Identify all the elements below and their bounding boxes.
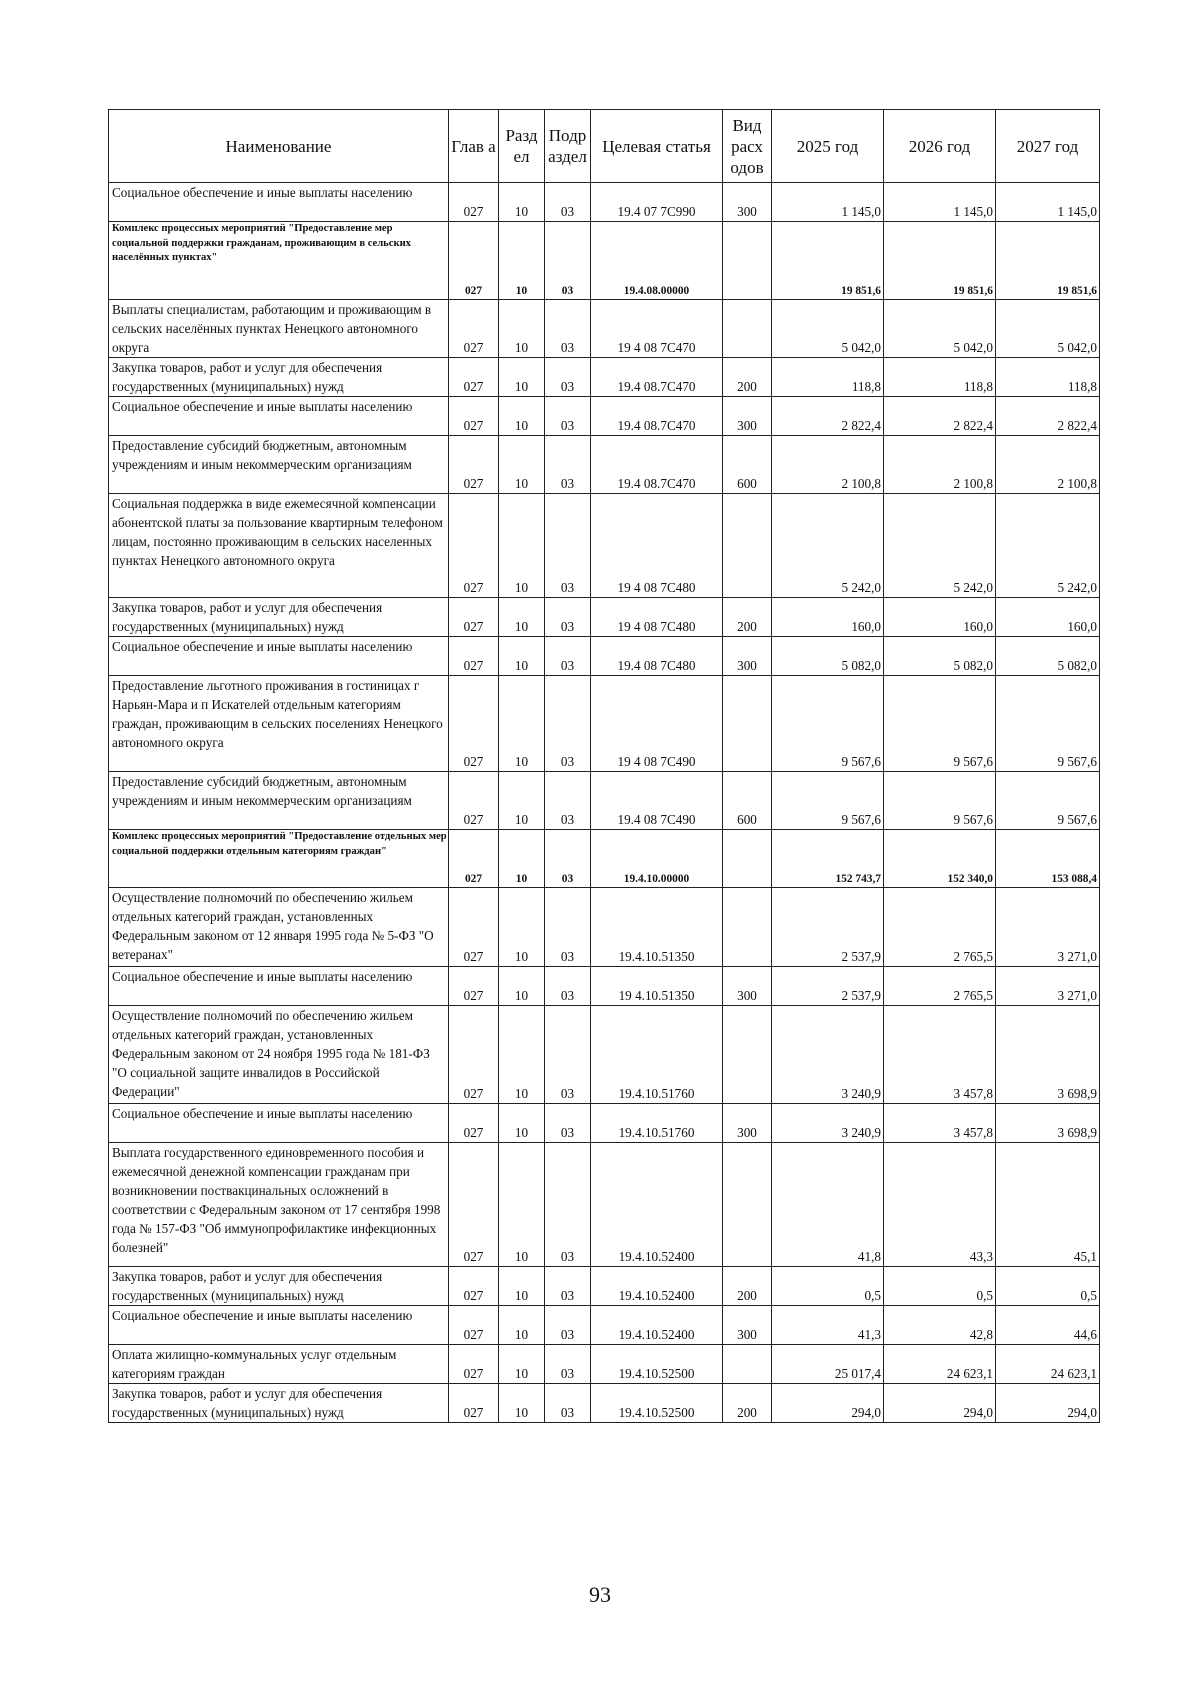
row-name-cell: Закупка товаров, работ и услуг для обеспечения государственных (муниципальных) нужд <box>109 1267 449 1306</box>
row-razdel-cell: 10 <box>499 1006 545 1104</box>
row-podrazdel-cell: 03 <box>545 830 591 888</box>
row-2025-cell: 3 240,9 <box>772 1006 884 1104</box>
row-expense-type-cell: 300 <box>723 183 772 222</box>
row-2026-cell: 5 242,0 <box>884 494 996 598</box>
header-year-2026: 2026 год <box>884 110 996 183</box>
row-expense-type-cell <box>723 1345 772 1384</box>
row-target-article-cell: 19.4.10.51760 <box>591 1006 723 1104</box>
row-2027-cell: 118,8 <box>996 358 1100 397</box>
row-2026-cell: 0,5 <box>884 1267 996 1306</box>
row-expense-type-cell: 200 <box>723 598 772 637</box>
row-razdel-cell: 10 <box>499 300 545 358</box>
header-glava: Глав а <box>449 110 499 183</box>
row-razdel-cell: 10 <box>499 830 545 888</box>
page-number: 93 <box>589 1582 611 1607</box>
table-row <box>109 888 1100 967</box>
row-2026-cell: 1 145,0 <box>884 183 996 222</box>
row-name-cell: Выплата государственного единовременного пособия и ежемесячной денежной компенсации гражданам при возникновении поствакцинальных осложнений в соответствии с Федеральным законом от 17 сентября 1998 года № 157-ФЗ "Об иммунопрофилактике инфекционных болезней" <box>109 1143 449 1267</box>
row-target-article-cell: 19.4 08.7С470 <box>591 358 723 397</box>
row-glava-cell: 027 <box>449 397 499 436</box>
row-name-cell: Социальное обеспечение и иные выплаты населению <box>109 967 449 1006</box>
row-razdel-cell: 10 <box>499 436 545 494</box>
row-2026-cell: 5 042,0 <box>884 300 996 358</box>
row-2025-cell: 5 242,0 <box>772 494 884 598</box>
row-2027-cell: 160,0 <box>996 598 1100 637</box>
row-glava-cell: 027 <box>449 1384 499 1423</box>
row-2026-cell: 118,8 <box>884 358 996 397</box>
row-glava-cell: 027 <box>449 598 499 637</box>
row-2027-cell: 3 271,0 <box>996 888 1100 967</box>
row-target-article-cell: 19.4 07 7С990 <box>591 183 723 222</box>
row-glava-cell: 027 <box>449 1143 499 1267</box>
table-row <box>109 1384 1100 1423</box>
row-2025-cell: 41,3 <box>772 1306 884 1345</box>
table-row <box>109 830 1100 888</box>
row-razdel-cell: 10 <box>499 1306 545 1345</box>
row-podrazdel-cell: 03 <box>545 772 591 830</box>
table-row <box>109 1143 1100 1267</box>
row-name-cell: Закупка товаров, работ и услуг для обеспечения государственных (муниципальных) нужд <box>109 598 449 637</box>
row-2025-cell: 2 100,8 <box>772 436 884 494</box>
table-row <box>109 300 1100 358</box>
row-expense-type-cell: 600 <box>723 772 772 830</box>
row-name-cell: Выплаты специалистам, работающим и проживающим в сельских населённых пунктах Ненецкого автономного округа <box>109 300 449 358</box>
row-2025-cell: 118,8 <box>772 358 884 397</box>
table-row <box>109 1267 1100 1306</box>
row-target-article-cell: 19.4 08 7С480 <box>591 637 723 676</box>
row-2026-cell: 9 567,6 <box>884 772 996 830</box>
table-row <box>109 1306 1100 1345</box>
row-target-article-cell: 19.4 08.7С470 <box>591 436 723 494</box>
row-glava-cell: 027 <box>449 772 499 830</box>
row-name-cell: Социальное обеспечение и иные выплаты населению <box>109 183 449 222</box>
row-2027-cell: 5 082,0 <box>996 637 1100 676</box>
header-podrazdel: Подр аздел <box>545 110 591 183</box>
row-2027-cell: 44,6 <box>996 1306 1100 1345</box>
header-razdel: Разд ел <box>499 110 545 183</box>
row-expense-type-cell: 300 <box>723 397 772 436</box>
row-glava-cell: 027 <box>449 436 499 494</box>
row-2025-cell: 5 042,0 <box>772 300 884 358</box>
table-header-row <box>109 110 1100 183</box>
row-glava-cell: 027 <box>449 494 499 598</box>
row-podrazdel-cell: 03 <box>545 598 591 637</box>
row-2025-cell: 25 017,4 <box>772 1345 884 1384</box>
row-glava-cell: 027 <box>449 1104 499 1143</box>
row-2026-cell: 294,0 <box>884 1384 996 1423</box>
header-expense-type: Вид расх одов <box>723 110 772 183</box>
row-name-cell: Социальное обеспечение и иные выплаты населению <box>109 1104 449 1143</box>
row-expense-type-cell <box>723 830 772 888</box>
row-target-article-cell: 19.4.08.00000 <box>591 222 723 300</box>
row-glava-cell: 027 <box>449 967 499 1006</box>
row-name-cell: Оплата жилищно-коммунальных услуг отдельным категориям граждан <box>109 1345 449 1384</box>
table-row <box>109 436 1100 494</box>
row-2025-cell: 152 743,7 <box>772 830 884 888</box>
table-row <box>109 1104 1100 1143</box>
row-glava-cell: 027 <box>449 1267 499 1306</box>
row-razdel-cell: 10 <box>499 888 545 967</box>
row-2027-cell: 0,5 <box>996 1267 1100 1306</box>
row-glava-cell: 027 <box>449 222 499 300</box>
row-2027-cell: 153 088,4 <box>996 830 1100 888</box>
row-expense-type-cell <box>723 494 772 598</box>
row-podrazdel-cell: 03 <box>545 222 591 300</box>
row-name-cell: Социальное обеспечение и иные выплаты населению <box>109 637 449 676</box>
row-podrazdel-cell: 03 <box>545 183 591 222</box>
row-2027-cell: 3 698,9 <box>996 1006 1100 1104</box>
row-name-cell: Комплекс процессных мероприятий "Предоставление мер социальной поддержки гражданам, проживающим в сельских населённых пунктах" <box>109 222 449 300</box>
row-name-cell: Социальное обеспечение и иные выплаты населению <box>109 1306 449 1345</box>
row-expense-type-cell: 600 <box>723 436 772 494</box>
row-2025-cell: 2 537,9 <box>772 888 884 967</box>
row-razdel-cell: 10 <box>499 1345 545 1384</box>
row-podrazdel-cell: 03 <box>545 967 591 1006</box>
table-row <box>109 358 1100 397</box>
row-target-article-cell: 19.4.10.52500 <box>591 1345 723 1384</box>
row-razdel-cell: 10 <box>499 1384 545 1423</box>
row-razdel-cell: 10 <box>499 358 545 397</box>
row-2026-cell: 152 340,0 <box>884 830 996 888</box>
row-target-article-cell: 19 4.10.51350 <box>591 967 723 1006</box>
row-podrazdel-cell: 03 <box>545 1104 591 1143</box>
row-razdel-cell: 10 <box>499 598 545 637</box>
row-2025-cell: 0,5 <box>772 1267 884 1306</box>
row-podrazdel-cell: 03 <box>545 676 591 772</box>
row-glava-cell: 027 <box>449 1345 499 1384</box>
table-row <box>109 967 1100 1006</box>
row-2026-cell: 2 822,4 <box>884 397 996 436</box>
row-target-article-cell: 19.4.10.51760 <box>591 1104 723 1143</box>
row-2026-cell: 42,8 <box>884 1306 996 1345</box>
row-razdel-cell: 10 <box>499 772 545 830</box>
row-2026-cell: 3 457,8 <box>884 1006 996 1104</box>
row-2026-cell: 160,0 <box>884 598 996 637</box>
row-expense-type-cell <box>723 888 772 967</box>
header-target-article: Целевая статья <box>591 110 723 183</box>
row-2027-cell: 24 623,1 <box>996 1345 1100 1384</box>
row-2026-cell: 9 567,6 <box>884 676 996 772</box>
row-podrazdel-cell: 03 <box>545 1267 591 1306</box>
row-razdel-cell: 10 <box>499 494 545 598</box>
table-row <box>109 1006 1100 1104</box>
row-razdel-cell: 10 <box>499 1267 545 1306</box>
row-2025-cell: 9 567,6 <box>772 676 884 772</box>
row-podrazdel-cell: 03 <box>545 494 591 598</box>
row-2026-cell: 2 765,5 <box>884 967 996 1006</box>
row-2026-cell: 5 082,0 <box>884 637 996 676</box>
row-target-article-cell: 19.4.10.52500 <box>591 1384 723 1423</box>
row-podrazdel-cell: 03 <box>545 300 591 358</box>
row-expense-type-cell: 300 <box>723 1306 772 1345</box>
row-2025-cell: 1 145,0 <box>772 183 884 222</box>
header-name: Наименование <box>109 110 449 183</box>
row-2027-cell: 45,1 <box>996 1143 1100 1267</box>
row-2027-cell: 9 567,6 <box>996 676 1100 772</box>
row-razdel-cell: 10 <box>499 676 545 772</box>
row-2026-cell: 43,3 <box>884 1143 996 1267</box>
row-podrazdel-cell: 03 <box>545 358 591 397</box>
row-podrazdel-cell: 03 <box>545 436 591 494</box>
row-glava-cell: 027 <box>449 300 499 358</box>
row-glava-cell: 027 <box>449 358 499 397</box>
row-name-cell: Комплекс процессных мероприятий "Предоставление отдельных мер социальной поддержки отдельным категориям граждан" <box>109 830 449 888</box>
table-row <box>109 637 1100 676</box>
header-year-2025: 2025 год <box>772 110 884 183</box>
row-glava-cell: 027 <box>449 637 499 676</box>
row-target-article-cell: 19.4 08 7С490 <box>591 772 723 830</box>
row-name-cell: Социальное обеспечение и иные выплаты населению <box>109 397 449 436</box>
row-expense-type-cell: 200 <box>723 1267 772 1306</box>
row-2026-cell: 24 623,1 <box>884 1345 996 1384</box>
row-2025-cell: 5 082,0 <box>772 637 884 676</box>
row-target-article-cell: 19.4.10.00000 <box>591 830 723 888</box>
row-podrazdel-cell: 03 <box>545 397 591 436</box>
row-name-cell: Предоставление субсидий бюджетным, автономным учреждениям и иным некоммерческим организациям <box>109 772 449 830</box>
row-razdel-cell: 10 <box>499 637 545 676</box>
table-row <box>109 397 1100 436</box>
row-name-cell: Закупка товаров, работ и услуг для обеспечения государственных (муниципальных) нужд <box>109 358 449 397</box>
row-2025-cell: 19 851,6 <box>772 222 884 300</box>
row-glava-cell: 027 <box>449 888 499 967</box>
row-2026-cell: 2 765,5 <box>884 888 996 967</box>
row-2027-cell: 3 698,9 <box>996 1104 1100 1143</box>
row-2026-cell: 2 100,8 <box>884 436 996 494</box>
table-row <box>109 772 1100 830</box>
table-row <box>109 598 1100 637</box>
row-expense-type-cell: 300 <box>723 967 772 1006</box>
row-target-article-cell: 19 4 08 7С490 <box>591 676 723 772</box>
row-2025-cell: 41,8 <box>772 1143 884 1267</box>
row-name-cell: Закупка товаров, работ и услуг для обеспечения государственных (муниципальных) нужд <box>109 1384 449 1423</box>
row-expense-type-cell <box>723 1006 772 1104</box>
row-target-article-cell: 19.4.10.52400 <box>591 1143 723 1267</box>
row-2025-cell: 3 240,9 <box>772 1104 884 1143</box>
row-2025-cell: 294,0 <box>772 1384 884 1423</box>
table-row <box>109 1345 1100 1384</box>
row-expense-type-cell <box>723 300 772 358</box>
row-2027-cell: 2 100,8 <box>996 436 1100 494</box>
row-expense-type-cell <box>723 676 772 772</box>
header-year-2027: 2027 год <box>996 110 1100 183</box>
table-row <box>109 222 1100 300</box>
row-podrazdel-cell: 03 <box>545 1384 591 1423</box>
row-2025-cell: 9 567,6 <box>772 772 884 830</box>
row-glava-cell: 027 <box>449 183 499 222</box>
row-glava-cell: 027 <box>449 1306 499 1345</box>
row-2027-cell: 1 145,0 <box>996 183 1100 222</box>
row-2026-cell: 19 851,6 <box>884 222 996 300</box>
row-expense-type-cell: 200 <box>723 358 772 397</box>
row-glava-cell: 027 <box>449 1006 499 1104</box>
row-target-article-cell: 19 4 08 7С480 <box>591 598 723 637</box>
row-expense-type-cell <box>723 1143 772 1267</box>
row-2027-cell: 19 851,6 <box>996 222 1100 300</box>
row-name-cell: Осуществление полномочий по обеспечению жильем отдельных категорий граждан, установленных Федеральным законом от 12 января 1995 года № 5-ФЗ "О ветеранах" <box>109 888 449 967</box>
row-expense-type-cell: 300 <box>723 637 772 676</box>
table-body <box>109 183 1100 1423</box>
row-razdel-cell: 10 <box>499 222 545 300</box>
row-glava-cell: 027 <box>449 830 499 888</box>
row-target-article-cell: 19.4.10.51350 <box>591 888 723 967</box>
row-podrazdel-cell: 03 <box>545 888 591 967</box>
row-podrazdel-cell: 03 <box>545 637 591 676</box>
row-2027-cell: 5 242,0 <box>996 494 1100 598</box>
row-podrazdel-cell: 03 <box>545 1143 591 1267</box>
row-name-cell: Предоставление льготного проживания в гостиницах г Нарьян-Мара и п Искателей отдельным категориям граждан, проживающим в сельских поселениях Ненецкого автономного округа <box>109 676 449 772</box>
budget-table <box>108 109 1100 1423</box>
row-2025-cell: 2 822,4 <box>772 397 884 436</box>
row-name-cell: Предоставление субсидий бюджетным, автономным учреждениям и иным некоммерческим организациям <box>109 436 449 494</box>
row-expense-type-cell <box>723 222 772 300</box>
row-podrazdel-cell: 03 <box>545 1006 591 1104</box>
row-2027-cell: 9 567,6 <box>996 772 1100 830</box>
row-glava-cell: 027 <box>449 676 499 772</box>
row-target-article-cell: 19.4 08.7С470 <box>591 397 723 436</box>
table-row <box>109 183 1100 222</box>
row-target-article-cell: 19 4 08 7С470 <box>591 300 723 358</box>
row-2027-cell: 3 271,0 <box>996 967 1100 1006</box>
row-2025-cell: 2 537,9 <box>772 967 884 1006</box>
row-razdel-cell: 10 <box>499 397 545 436</box>
row-razdel-cell: 10 <box>499 1104 545 1143</box>
row-podrazdel-cell: 03 <box>545 1306 591 1345</box>
row-name-cell: Социальная поддержка в виде ежемесячной компенсации абонентской платы за пользование квартирным телефоном лицам, постоянно проживающим в сельских населенных пунктах Ненецкого автономного округа <box>109 494 449 598</box>
row-2027-cell: 5 042,0 <box>996 300 1100 358</box>
row-target-article-cell: 19.4.10.52400 <box>591 1267 723 1306</box>
row-2027-cell: 294,0 <box>996 1384 1100 1423</box>
row-razdel-cell: 10 <box>499 183 545 222</box>
table-row <box>109 676 1100 772</box>
row-target-article-cell: 19.4.10.52400 <box>591 1306 723 1345</box>
row-2025-cell: 160,0 <box>772 598 884 637</box>
row-expense-type-cell: 200 <box>723 1384 772 1423</box>
row-razdel-cell: 10 <box>499 967 545 1006</box>
row-podrazdel-cell: 03 <box>545 1345 591 1384</box>
row-name-cell: Осуществление полномочий по обеспечению жильем отдельных категорий граждан, установленных Федеральным законом от 24 ноября 1995 года № 181-ФЗ "О социальной защите инвалидов в Российской Федерации" <box>109 1006 449 1104</box>
row-target-article-cell: 19 4 08 7С480 <box>591 494 723 598</box>
row-2026-cell: 3 457,8 <box>884 1104 996 1143</box>
row-razdel-cell: 10 <box>499 1143 545 1267</box>
table-row <box>109 494 1100 598</box>
row-2027-cell: 2 822,4 <box>996 397 1100 436</box>
row-expense-type-cell: 300 <box>723 1104 772 1143</box>
